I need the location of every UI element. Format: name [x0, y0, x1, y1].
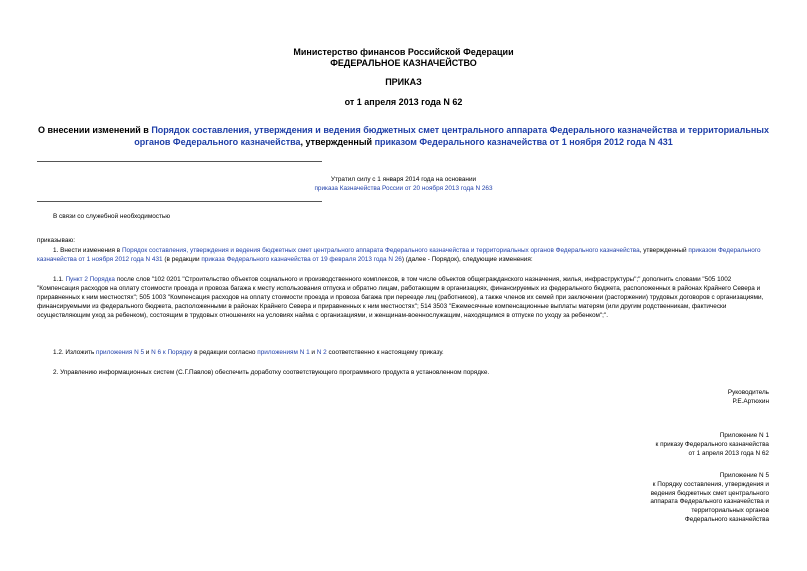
title-link-procedure[interactable]: Порядок составления, утверждения и ведения бюджетных смет центрального аппарата Федерального казначейства и территориальных органов Федерального казначейства: [134, 125, 769, 147]
order-word: приказываю:: [37, 237, 75, 244]
paragraph-1: [37, 246, 770, 264]
p12-link-annex-2[interactable]: N 2: [316, 349, 327, 356]
appendix-5-line-5: Федерального казначейства: [684, 515, 769, 523]
p1-link-order-26[interactable]: приказа Федерального казначейства от 19 февраля 2013 года N 26: [201, 256, 402, 263]
expiry-link-line: [0, 185, 807, 194]
signature-name: Р.Е.Артюхин: [732, 397, 769, 405]
treasury-heading: ФЕДЕРАЛЬНОЕ КАЗНАЧЕЙСТВО: [330, 58, 477, 68]
p12-text-d: и: [309, 349, 317, 356]
doc-date-number: от 1 апреля 2013 года N 62: [344, 97, 463, 107]
p12-link-appendix-6[interactable]: N 6 к Порядку: [151, 349, 193, 356]
p11-link-clause-2[interactable]: Пункт 2 Порядка: [65, 276, 115, 283]
paragraph-1-1: [37, 275, 770, 320]
title-text-1: О внесении изменений в: [38, 125, 152, 135]
appendix-5-line-4: территориальных органов: [691, 507, 769, 515]
p12-text-a: 1.2. Изложить: [53, 349, 97, 356]
p12-link-annex-1[interactable]: приложениям N 1: [257, 349, 310, 356]
appendix-5-title: Приложение N 5: [719, 472, 769, 479]
signature-position: Руководитель: [727, 389, 769, 396]
p1-text-b: , утвержденный: [639, 247, 689, 254]
p12-text-c: в редакции согласно: [192, 349, 258, 356]
appendix-1-line-2: от 1 апреля 2013 года N 62: [688, 449, 769, 457]
appendix-1-block: [656, 432, 769, 458]
appendix-5-line-1: к Порядку составления, утверждения и: [652, 480, 769, 488]
p12-text-e: соответственно к настоящему приказу.: [326, 349, 444, 356]
appendix-5-line-3: аппарата Федерального казначейства и: [650, 498, 769, 506]
p1-link-order-431[interactable]: приказом Федерального казначейства от 1 ноября 2012 года N 431: [37, 247, 761, 263]
appendix-1-title: Приложение N 1: [719, 432, 769, 439]
title-text-2: , утвержденный: [300, 137, 375, 147]
p1-text-a: 1. Внести изменения в: [53, 247, 122, 254]
paragraph-1-2: [37, 348, 770, 357]
top-divider: [37, 161, 322, 162]
p1-text-d: ) (далее - Порядок), следующие изменения:: [401, 256, 533, 263]
appendix-1-line-1: к приказу Федерального казначейства: [655, 440, 769, 448]
signature-block: [728, 389, 769, 407]
expiry-note: Утратил силу с 1 января 2014 года на основании: [330, 176, 477, 183]
title-link-order-431[interactable]: приказом Федерального казначейства от 1 ноября 2012 года N 431: [374, 137, 673, 147]
expiry-link-order-263[interactable]: приказа Казначейства России от 20 ноября 2013 года N 263: [314, 185, 493, 192]
p1-text-c: (в редакции: [162, 256, 202, 263]
document-title: [30, 124, 777, 148]
p11-text-b: после слов "102 0201 "Строительство объектов социального и производственного комплексов, в том числе объектов общегражданского назначения, жилья, инфраструктуры";" дополнить словами "505 1002 "Компенсация расходов на оплату стоимости проезда и провоза багажа к месту использования отпуска и обратно лицам, работающим в организациях, финансируемых из федерального бюджета, расположенных в районах Крайнего Севера и приравненных к ним местностях"; 505 1003 "Компенсация расходов на оплату стоимости проезда и провоза багажа при переезде лиц (работников), а также членов их семей при заключении (расторжении) трудовых договоров с организациями, финансируемыми из федерального бюджета, расположенными в районах Крайнего Севера и приравненных к ним местностях"; 514 3503 "Ежемесячные компенсационные выплаты матерям (или другим родственникам, фактически осуществляющим уход за ребенком), состоящим в трудовых отношениях на условиях найма с организациями, и женщинам-военнослужащим, находящимся в отпуске по уходу за ребенком";".: [37, 276, 764, 319]
doc-type-heading: ПРИКАЗ: [385, 77, 422, 87]
intro-text: В связи со служебной необходимостью: [53, 213, 171, 220]
paragraph-2: 2. Управлению информационных систем (С.Г.Павлов) обеспечить доработку соответствующего программного продукта в установленном порядке.: [53, 369, 490, 376]
appendix-5-block: [650, 472, 769, 525]
ministry-heading: Министерство финансов Российской Федерации: [293, 47, 514, 57]
p12-link-appendix-5[interactable]: приложения N 5: [96, 349, 145, 356]
p12-text-b: и: [144, 349, 152, 356]
p11-text-a: 1.1.: [53, 276, 66, 283]
bottom-divider: [37, 201, 322, 202]
appendix-5-line-2: ведения бюджетных смет центрального: [650, 489, 769, 497]
p1-link-procedure[interactable]: Порядок составления, утверждения и ведения бюджетных смет центрального аппарата Федерального казначейства и территориальных органов Федерального казначейства: [121, 247, 640, 254]
